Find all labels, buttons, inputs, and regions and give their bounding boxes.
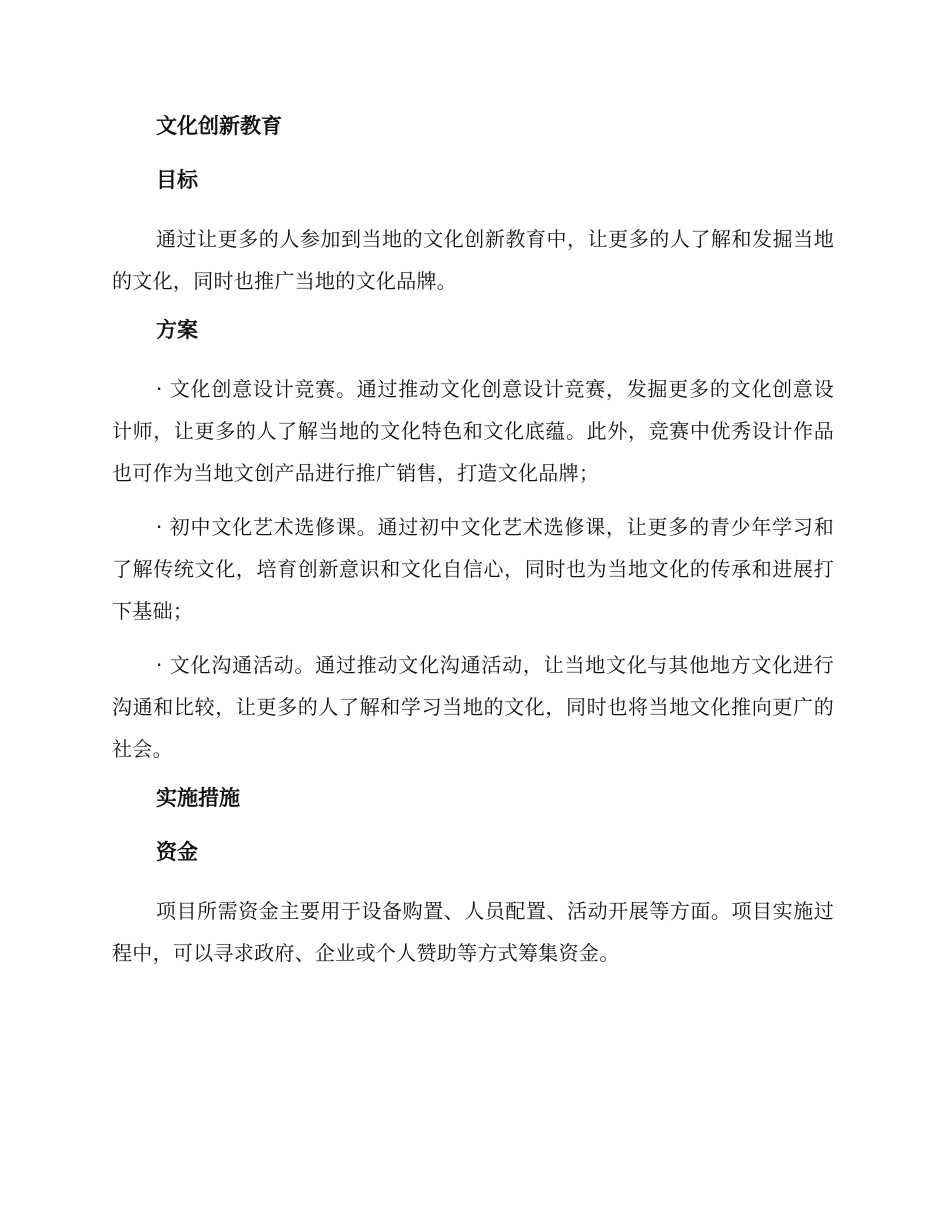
document-title: 文化创新教育 (156, 114, 282, 138)
section-heading-funding: 资金 (156, 840, 198, 864)
plan-item-elective-course: · 初中文化艺术选修课。通过初中文化艺术选修课，让更多的青少年学习和了解传统文化，培育创新意识和文化自信心，同时也为当地文化的传承和进展打下基础； (112, 515, 834, 623)
document-page (112, 110, 834, 986)
funding-paragraph: 项目所需资金主要用于设备购置、人员配置、活动开展等方面。项目实施过程中，可以寻求政府、企业或个人赞助等方式筹集资金。 (112, 899, 834, 965)
goal-paragraph: 通过让更多的人参加到当地的文化创新教育中，让更多的人了解和发掘当地的文化，同时也推广当地的文化品牌。 (112, 227, 834, 293)
section-heading-implementation: 实施措施 (156, 786, 240, 810)
plan-item-exchange-activity: · 文化沟通活动。通过推动文化沟通活动，让当地文化与其他地方文化进行沟通和比较，让更多的人了解和学习当地的文化，同时也将当地文化推向更广的社会。 (112, 653, 834, 761)
section-heading-goal: 目标 (156, 168, 198, 192)
plan-item-design-competition: · 文化创意设计竞赛。通过推动文化创意设计竞赛，发掘更多的文化创意设计师，让更多的人了解当地的文化特色和文化底蕴。此外，竞赛中优秀设计作品也可作为当地文创产品进行推广销售，打造文化品牌； (112, 377, 834, 485)
section-heading-plan: 方案 (156, 318, 198, 342)
